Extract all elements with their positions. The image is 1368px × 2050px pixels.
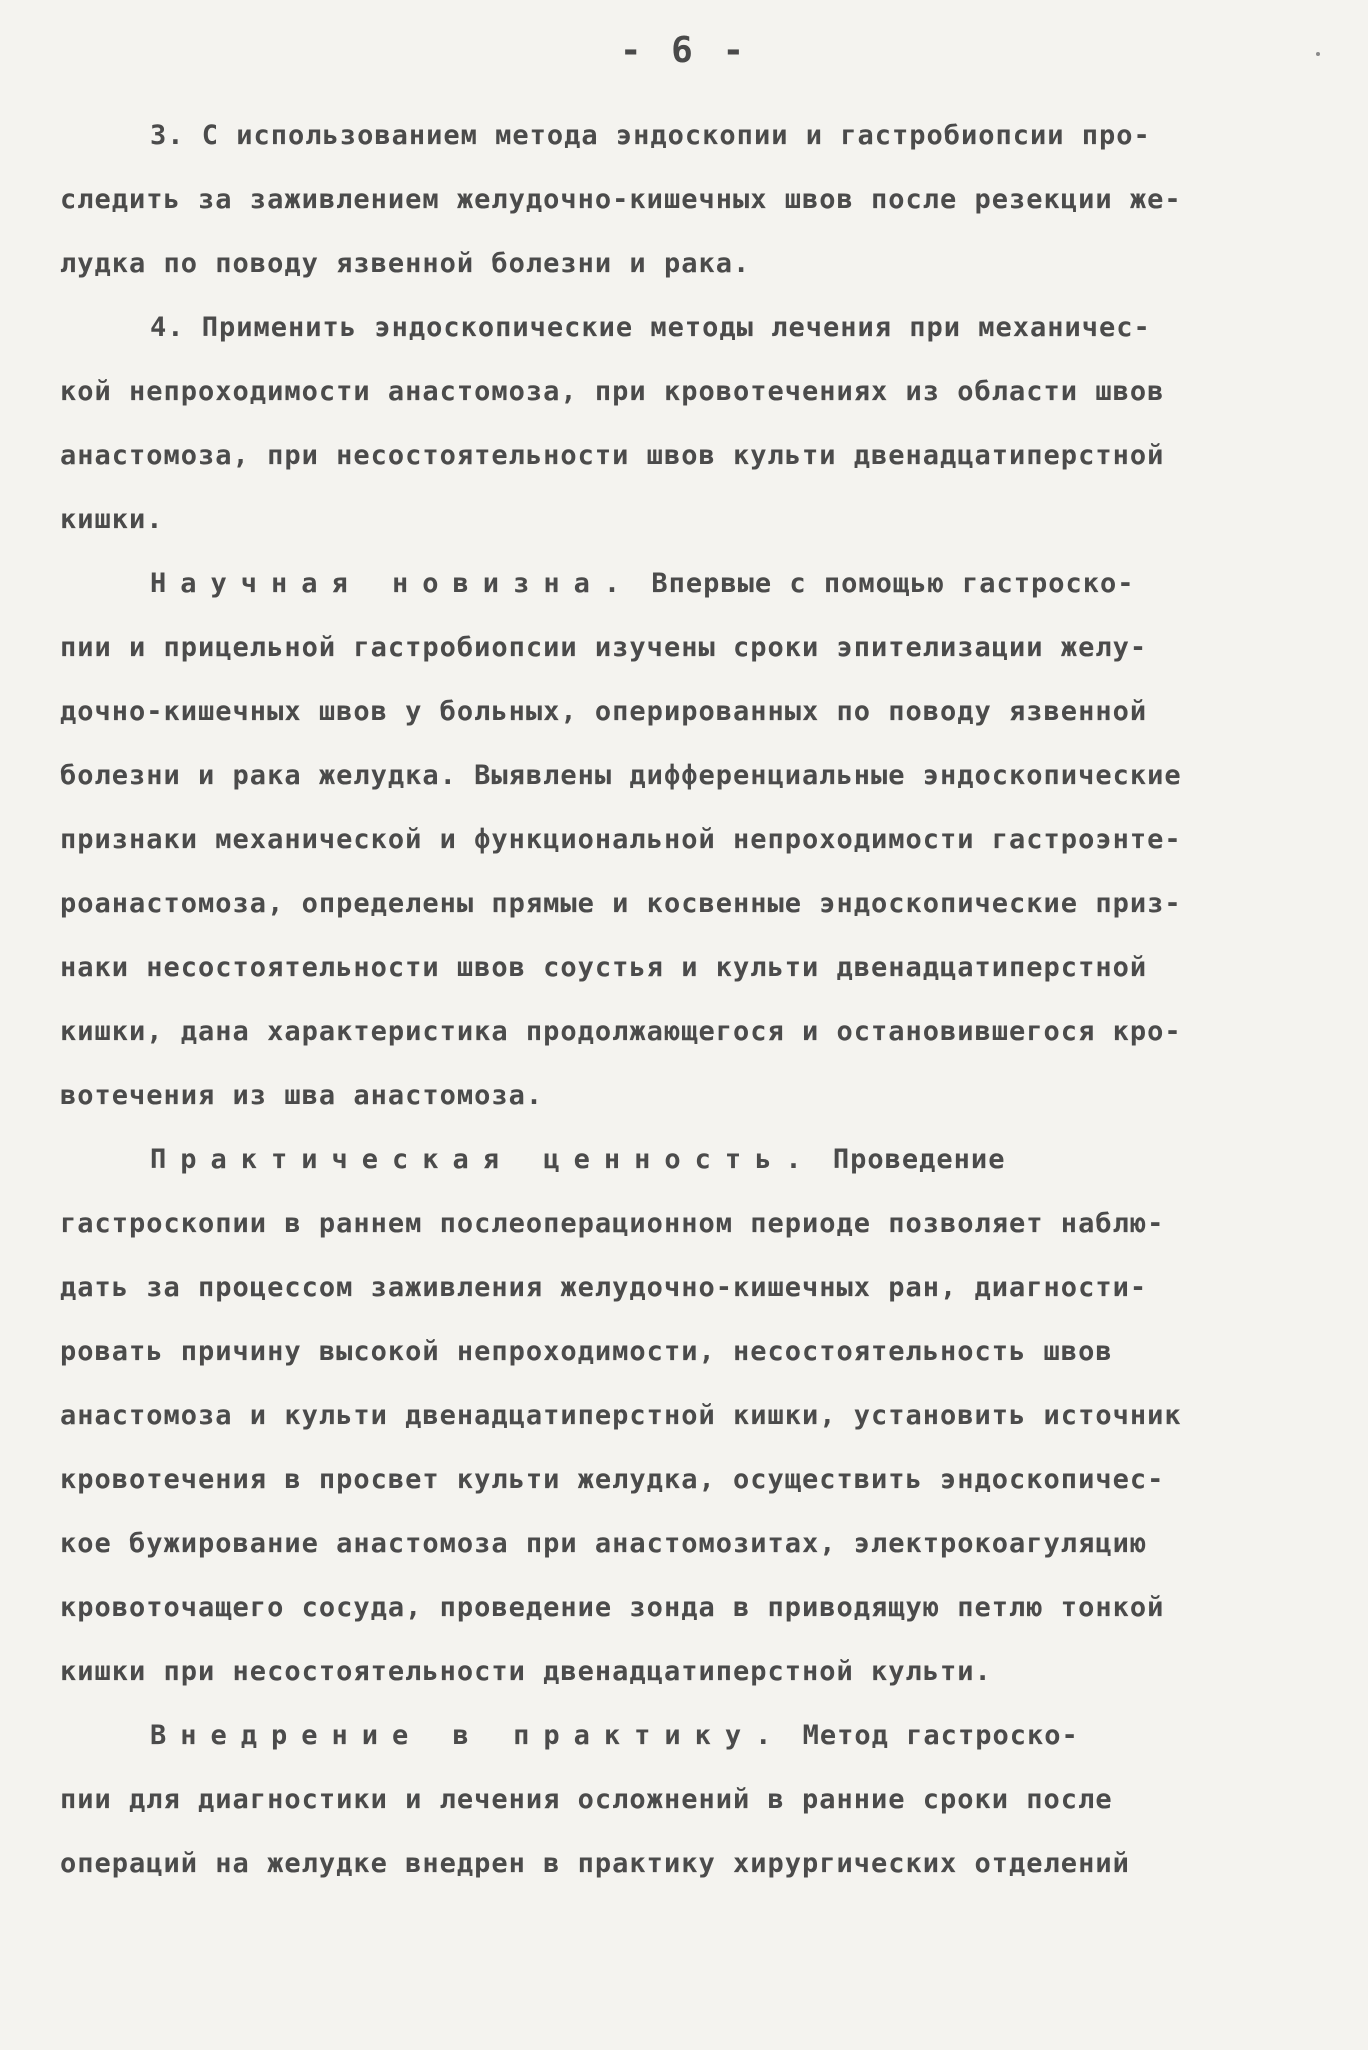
text-line: анастомоза, при несостоятельности швов культи двенадцатиперстной (60, 440, 1165, 471)
text-line: признаки механической и функциональной непроходимости гастроэнте- (60, 824, 1182, 855)
text-line: анастомоза и культи двенадцатиперстной кишки, установить источник (60, 1400, 1182, 1431)
document-body (60, 104, 1310, 1896)
text-line: болезни и рака желудка. Выявлены дифференциальные эндоскопические (60, 760, 1182, 791)
text-line: кровотечения в просвет культи желудка, осуществить эндоскопичес- (60, 1464, 1165, 1495)
paragraph-implementation (60, 1704, 1310, 1896)
paragraph-practical-value (60, 1128, 1310, 1704)
paragraph-item-4 (60, 296, 1310, 552)
text-line: кишки. (60, 504, 164, 535)
text-line: следить за заживлением желудочно-кишечных швов после резекции же- (60, 184, 1182, 215)
text-line: дочно-кишечных швов у больных, оперированных по поводу язвенной (60, 696, 1148, 727)
page-number: - 6 - (619, 30, 749, 71)
text-line: кровоточащего сосуда, проведение зонда в приводящую петлю тонкой (60, 1592, 1165, 1623)
text-line: кишки, дана характеристика продолжающегося и остановившегося кро- (60, 1016, 1182, 1047)
text-line: кое бужирование анастомоза при анастомозитах, электрокоагуляцию (60, 1528, 1148, 1559)
text-line: операций на желудке внедрен в практику хирургических отделений (60, 1848, 1130, 1879)
text-line (60, 1704, 1310, 1768)
text-line: пии для диагностики и лечения осложнений в ранние сроки после (60, 1784, 1113, 1815)
text-line: роанастомоза, определены прямые и косвенные эндоскопические приз- (60, 888, 1182, 919)
text-line: дать за процессом заживления желудочно-кишечных ран, диагности- (60, 1272, 1148, 1303)
paragraph-scientific-novelty (60, 552, 1310, 1128)
text-line: лудка по поводу язвенной болезни и рака. (60, 248, 751, 279)
text-line: вотечения из шва анастомоза. (60, 1080, 544, 1111)
section-heading-scientific-novelty: Научная новизна. (150, 568, 635, 599)
text-line: кишки при несостоятельности двенадцатиперстной культи. (60, 1656, 992, 1687)
section-heading-practical-value: Практическая ценность. (150, 1144, 816, 1175)
text-line (60, 552, 1310, 616)
paragraph-item-3 (60, 104, 1310, 296)
text-line: наки несостоятельности швов соустья и культи двенадцатиперстной (60, 952, 1148, 983)
text-line: ровать причину высокой непроходимости, несостоятельность швов (60, 1336, 1113, 1367)
text-line-tail: Метод гастроско- (802, 1720, 1079, 1751)
text-line-tail: Впервые с помощью гастроско- (651, 568, 1135, 599)
text-line: пии и прицельной гастробиопсии изучены сроки эпителизации желу- (60, 632, 1148, 663)
text-line: гастроскопии в раннем послеоперационном периоде позволяет наблю- (60, 1208, 1165, 1239)
text-line: 3. С использованием метода эндоскопии и гастробиопсии про- (150, 120, 1151, 151)
text-line: 4. Применить эндоскопические методы лечения при механичес- (150, 312, 1151, 343)
text-line (60, 1128, 1310, 1192)
section-heading-implementation: Внедрение в практику. (150, 1720, 786, 1751)
text-line: кой непроходимости анастомоза, при кровотечениях из области швов (60, 376, 1165, 407)
text-line-tail: Проведение (832, 1144, 1006, 1175)
